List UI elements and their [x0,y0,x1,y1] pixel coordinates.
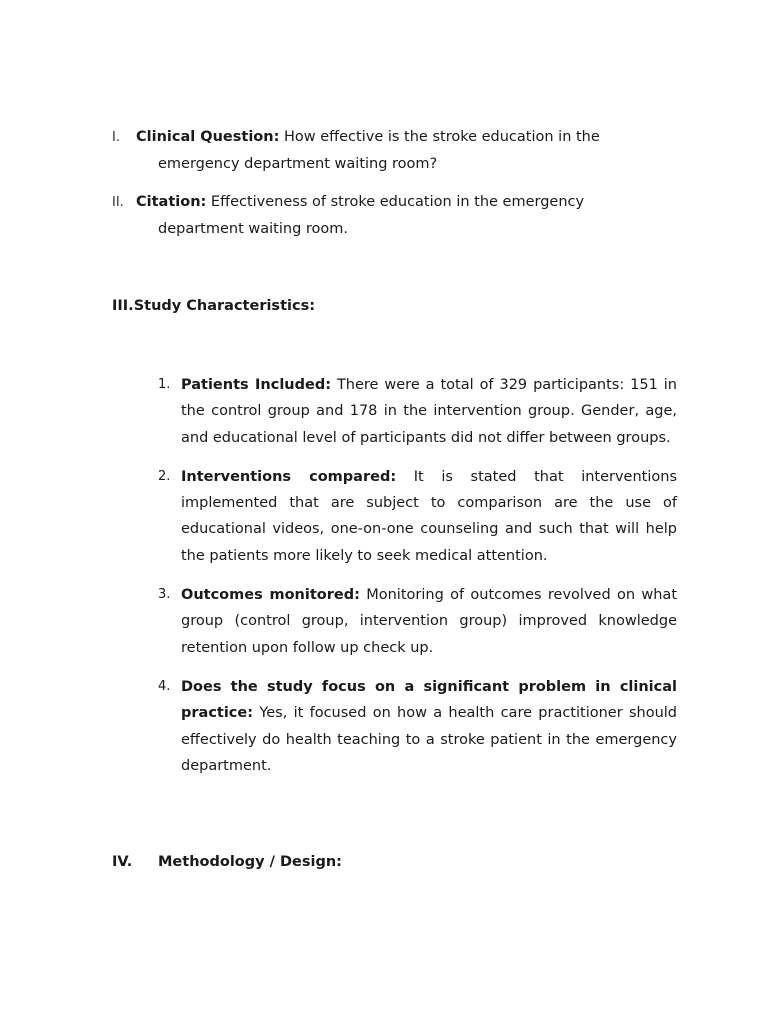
clinical-question-body [136,124,632,178]
clinical-question-text-2: emergency department waiting room? [158,156,438,172]
section-numeral: II. [112,195,124,210]
methodology-heading-row [112,854,342,870]
list-item-label: Interventions compared: [181,468,397,485]
list-item-text: Yes, it focused on how a health care practitioner should effectively do health teaching to a stroke patient in the emergency department. [181,705,677,774]
clinical-question-label: Clinical Question: [136,129,280,145]
citation-text-1: Effectiveness of stroke education in the emergency [206,194,585,210]
list-item-text: It is stated that interventions implemented that are subject to comparison are the use of educational videos, one-on-one counseling and such that will help the patients more likely to seek medical attention. [181,468,677,564]
list-item-text: There were a total of 329 participants: 151 in the control group and 178 in the intervention group. Gender, age, and educational level of participants did not differ between groups. [181,377,677,446]
citation-body [136,189,632,243]
clinical-question-section [112,124,632,178]
citation-label: Citation: [136,194,207,210]
list-item [158,372,677,451]
section-numeral: I. [112,130,120,145]
list-item-number: 2. [158,468,171,484]
methodology-heading: Methodology / Design: [158,854,342,870]
study-characteristics-heading: III.Study Characteristics: [112,298,315,314]
clinical-question-text-1: How effective is the stroke education in the [279,129,600,145]
list-item-label: Outcomes monitored: [181,587,360,604]
list-item [158,674,677,779]
list-item-label: Does the study focus on a significant problem in clinical practice: [181,678,677,722]
study-characteristics-list [158,372,677,792]
list-item-label: Patients Included: [181,377,332,393]
list-item-number: 3. [158,587,171,603]
list-item-number: 4. [158,678,171,694]
section-numeral: IV. [112,854,133,870]
list-item-number: 1. [158,377,171,392]
list-item [158,464,677,569]
citation-section [112,189,632,243]
list-item [158,582,677,661]
citation-text-2: department waiting room. [158,221,349,237]
list-item-text: Monitoring of outcomes revolved on what group (control group, intervention group) improved knowledge retention upon follow up check up. [181,587,677,656]
